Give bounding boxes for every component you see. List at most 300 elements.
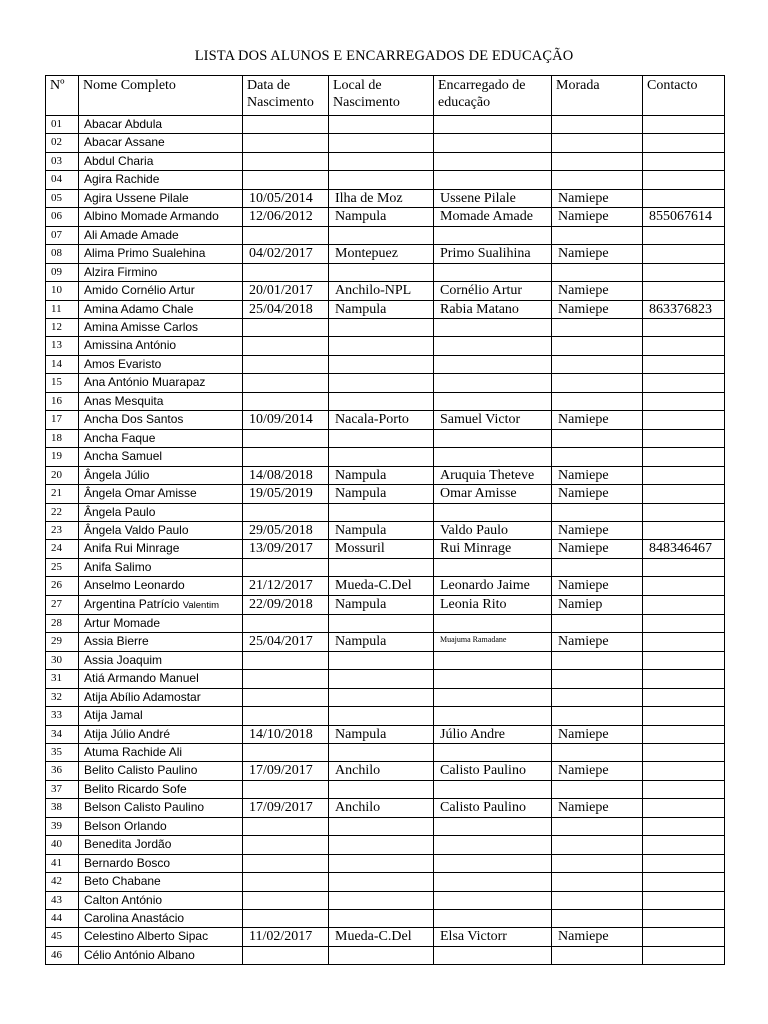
student-name: Agira Ussene Pilale	[79, 189, 243, 207]
table-row	[46, 854, 725, 872]
contact-number	[643, 411, 725, 429]
birth-place	[329, 614, 434, 632]
guardian-name	[434, 171, 552, 189]
address	[552, 670, 643, 688]
table-row	[46, 633, 725, 651]
guardian-name	[434, 134, 552, 152]
contact-number	[643, 152, 725, 170]
student-name: Anas Mesquita	[79, 392, 243, 410]
contact-number	[643, 171, 725, 189]
row-number: 22	[46, 503, 79, 521]
birth-place	[329, 374, 434, 392]
address: Namiepe	[552, 799, 643, 817]
address	[552, 503, 643, 521]
row-number: 19	[46, 448, 79, 466]
student-name: Belito Calisto Paulino	[79, 762, 243, 780]
student-name: Celestino Alberto Sipac	[79, 928, 243, 946]
row-number: 26	[46, 577, 79, 595]
birth-date	[243, 670, 329, 688]
student-name: Agira Rachide	[79, 171, 243, 189]
header-address: Morada	[552, 76, 643, 116]
row-number: 39	[46, 817, 79, 835]
row-number: 05	[46, 189, 79, 207]
table-row	[46, 780, 725, 798]
birth-place	[329, 263, 434, 281]
student-name: Anselmo Leonardo	[79, 577, 243, 595]
row-number: 34	[46, 725, 79, 743]
contact-number	[643, 743, 725, 761]
birth-date	[243, 873, 329, 891]
birth-date: 20/01/2017	[243, 282, 329, 300]
table-row	[46, 429, 725, 447]
row-number: 44	[46, 910, 79, 928]
birth-date	[243, 263, 329, 281]
row-number: 17	[46, 411, 79, 429]
document-title: LISTA DOS ALUNOS E ENCARREGADOS DE EDUCAÇÃO	[194, 48, 574, 64]
table-row	[46, 134, 725, 152]
student-name: Abdul Charia	[79, 152, 243, 170]
table-row	[46, 614, 725, 632]
table-row	[46, 910, 725, 928]
student-name: Ancha Samuel	[79, 448, 243, 466]
address	[552, 780, 643, 798]
student-name: Assia Bierre	[79, 633, 243, 651]
contact-number	[643, 633, 725, 651]
birth-place	[329, 226, 434, 244]
contact-number	[643, 836, 725, 854]
row-number: 24	[46, 540, 79, 558]
row-number: 40	[46, 836, 79, 854]
student-name: Atija Abílio Adamostar	[79, 688, 243, 706]
contact-number	[643, 762, 725, 780]
guardian-name	[434, 707, 552, 725]
birth-date	[243, 134, 329, 152]
table-row	[46, 466, 725, 484]
contact-number	[643, 374, 725, 392]
contact-number	[643, 466, 725, 484]
contact-number	[643, 263, 725, 281]
birth-place: Nampula	[329, 633, 434, 651]
row-number: 20	[46, 466, 79, 484]
guardian-name	[434, 392, 552, 410]
birth-date: 29/05/2018	[243, 521, 329, 539]
row-number: 09	[46, 263, 79, 281]
contact-number	[643, 725, 725, 743]
guardian-name	[434, 503, 552, 521]
birth-date	[243, 817, 329, 835]
birth-place: Nampula	[329, 466, 434, 484]
contact-number	[643, 355, 725, 373]
table-row	[46, 318, 725, 336]
guardian-name: Calisto Paulino	[434, 799, 552, 817]
contact-number	[643, 891, 725, 909]
guardian-name	[434, 558, 552, 576]
address	[552, 226, 643, 244]
contact-number	[643, 854, 725, 872]
student-name: Assia Joaquim	[79, 651, 243, 669]
address: Namiepe	[552, 540, 643, 558]
table-row	[46, 282, 725, 300]
contact-number	[643, 337, 725, 355]
birth-place	[329, 558, 434, 576]
table-row	[46, 503, 725, 521]
address	[552, 116, 643, 134]
address	[552, 263, 643, 281]
contact-number	[643, 651, 725, 669]
guardian-name	[434, 263, 552, 281]
birth-date: 10/05/2014	[243, 189, 329, 207]
guardian-name: Aruquia Theteve	[434, 466, 552, 484]
birth-place	[329, 116, 434, 134]
row-number: 35	[46, 743, 79, 761]
birth-date	[243, 374, 329, 392]
row-number: 27	[46, 595, 79, 614]
birth-place	[329, 392, 434, 410]
student-name: Ângela Omar Amisse	[79, 485, 243, 503]
table-row	[46, 411, 725, 429]
birth-place: Nampula	[329, 595, 434, 614]
student-name: Artur Momade	[79, 614, 243, 632]
student-name: Ângela Valdo Paulo	[79, 521, 243, 539]
address	[552, 429, 643, 447]
contact-number	[643, 245, 725, 263]
guardian-name	[434, 116, 552, 134]
table-row	[46, 300, 725, 318]
contact-number	[643, 910, 725, 928]
student-name: Atija Júlio André	[79, 725, 243, 743]
guardian-name	[434, 226, 552, 244]
table-row	[46, 208, 725, 226]
student-name: Belson Calisto Paulino	[79, 799, 243, 817]
birth-date	[243, 355, 329, 373]
table-row	[46, 817, 725, 835]
address: Namiepe	[552, 466, 643, 484]
contact-number	[643, 558, 725, 576]
student-name: Belson Orlando	[79, 817, 243, 835]
row-number: 23	[46, 521, 79, 539]
birth-date	[243, 780, 329, 798]
student-name-main: Argentina Patrício	[84, 596, 180, 611]
student-name: Calton António	[79, 891, 243, 909]
birth-date: 13/09/2017	[243, 540, 329, 558]
table-row	[46, 392, 725, 410]
address	[552, 614, 643, 632]
address	[552, 651, 643, 669]
contact-number	[643, 429, 725, 447]
birth-place	[329, 152, 434, 170]
contact-number	[643, 189, 725, 207]
row-number: 13	[46, 337, 79, 355]
contact-number	[643, 577, 725, 595]
guardian-name: Rabia Matano	[434, 300, 552, 318]
birth-place	[329, 873, 434, 891]
student-name: Beto Chabane	[79, 873, 243, 891]
table-row	[46, 762, 725, 780]
students-table	[45, 75, 725, 965]
birth-place	[329, 503, 434, 521]
guardian-name: Cornélio Artur	[434, 282, 552, 300]
student-name: Ângela Júlio	[79, 466, 243, 484]
table-row	[46, 116, 725, 134]
birth-date	[243, 226, 329, 244]
birth-date: 14/08/2018	[243, 466, 329, 484]
birth-place: Nampula	[329, 485, 434, 503]
student-name: Albino Momade Armando	[79, 208, 243, 226]
birth-place: Mueda-C.Del	[329, 577, 434, 595]
address	[552, 152, 643, 170]
birth-date	[243, 854, 329, 872]
birth-date	[243, 910, 329, 928]
birth-place	[329, 946, 434, 964]
birth-place: Ilha de Moz	[329, 189, 434, 207]
table-row	[46, 245, 725, 263]
table-row	[46, 946, 725, 964]
student-name: Ângela Paulo	[79, 503, 243, 521]
table-row	[46, 577, 725, 595]
guardian-name: Omar Amisse	[434, 485, 552, 503]
header-contact: Contacto	[643, 76, 725, 116]
birth-date: 14/10/2018	[243, 725, 329, 743]
contact-number	[643, 799, 725, 817]
student-name: Amido Cornélio Artur	[79, 282, 243, 300]
guardian-name: Muajuma Ramadane	[434, 633, 552, 651]
address: Namiepe	[552, 633, 643, 651]
address: Namiepe	[552, 521, 643, 539]
address	[552, 743, 643, 761]
student-name: Abacar Abdula	[79, 116, 243, 134]
table-row	[46, 485, 725, 503]
birth-place	[329, 448, 434, 466]
contact-number	[643, 688, 725, 706]
contact-number	[643, 318, 725, 336]
table-header-row	[46, 76, 725, 116]
student-name: Alima Primo Sualehina	[79, 245, 243, 263]
guardian-name: Elsa Victorr	[434, 928, 552, 946]
contact-number	[643, 595, 725, 614]
address: Namiepe	[552, 928, 643, 946]
row-number: 31	[46, 670, 79, 688]
address	[552, 337, 643, 355]
address	[552, 688, 643, 706]
birth-place: Anchilo	[329, 799, 434, 817]
contact-number: 848346467	[643, 540, 725, 558]
birth-place	[329, 171, 434, 189]
contact-number	[643, 614, 725, 632]
birth-place: Nampula	[329, 208, 434, 226]
student-name: Alzira Firmino	[79, 263, 243, 281]
birth-date: 04/02/2017	[243, 245, 329, 263]
row-number: 11	[46, 300, 79, 318]
birth-place: Anchilo	[329, 762, 434, 780]
row-number: 33	[46, 707, 79, 725]
address	[552, 836, 643, 854]
row-number: 37	[46, 780, 79, 798]
address: Namiepe	[552, 725, 643, 743]
address: Namiepe	[552, 411, 643, 429]
guardian-name	[434, 651, 552, 669]
birth-place	[329, 670, 434, 688]
birth-date	[243, 836, 329, 854]
row-number: 06	[46, 208, 79, 226]
row-number: 12	[46, 318, 79, 336]
guardian-name	[434, 318, 552, 336]
guardian-name: Valdo Paulo	[434, 521, 552, 539]
contact-number	[643, 780, 725, 798]
row-number: 43	[46, 891, 79, 909]
birth-place: Nampula	[329, 300, 434, 318]
birth-place	[329, 688, 434, 706]
birth-date	[243, 116, 329, 134]
table-row	[46, 355, 725, 373]
birth-date	[243, 429, 329, 447]
contact-number	[643, 670, 725, 688]
row-number: 01	[46, 116, 79, 134]
table-row	[46, 891, 725, 909]
table-row	[46, 448, 725, 466]
student-name: Amos Evaristo	[79, 355, 243, 373]
contact-number	[643, 817, 725, 835]
birth-date	[243, 171, 329, 189]
guardian-name	[434, 448, 552, 466]
birth-place: Montepuez	[329, 245, 434, 263]
birth-place	[329, 355, 434, 373]
address: Namiepe	[552, 762, 643, 780]
birth-place	[329, 429, 434, 447]
table-row	[46, 374, 725, 392]
birth-date: 21/12/2017	[243, 577, 329, 595]
address	[552, 318, 643, 336]
birth-place	[329, 651, 434, 669]
guardian-name	[434, 946, 552, 964]
header-name: Nome Completo	[79, 76, 243, 116]
birth-date	[243, 392, 329, 410]
table-row	[46, 263, 725, 281]
contact-number	[643, 392, 725, 410]
student-name: Ana António Muarapaz	[79, 374, 243, 392]
student-name: Belito Ricardo Sofe	[79, 780, 243, 798]
birth-place	[329, 318, 434, 336]
table-row	[46, 558, 725, 576]
student-name: Benedita Jordão	[79, 836, 243, 854]
row-number: 28	[46, 614, 79, 632]
address	[552, 558, 643, 576]
birth-date	[243, 707, 329, 725]
header-birth-place: Local de Nascimento	[329, 76, 434, 116]
guardian-name	[434, 429, 552, 447]
student-name: Amina Amisse Carlos	[79, 318, 243, 336]
row-number: 38	[46, 799, 79, 817]
table-row	[46, 521, 725, 539]
birth-date	[243, 318, 329, 336]
guardian-name: Júlio Andre	[434, 725, 552, 743]
row-number: 42	[46, 873, 79, 891]
row-number: 08	[46, 245, 79, 263]
row-number: 45	[46, 928, 79, 946]
row-number: 07	[46, 226, 79, 244]
student-name: Ancha Dos Santos	[79, 411, 243, 429]
student-name: Amissina António	[79, 337, 243, 355]
table-row	[46, 836, 725, 854]
birth-date: 25/04/2018	[243, 300, 329, 318]
birth-date	[243, 688, 329, 706]
guardian-name	[434, 836, 552, 854]
guardian-name	[434, 891, 552, 909]
address	[552, 910, 643, 928]
address	[552, 707, 643, 725]
guardian-name	[434, 854, 552, 872]
row-number: 36	[46, 762, 79, 780]
birth-place	[329, 817, 434, 835]
birth-date	[243, 558, 329, 576]
table-row	[46, 540, 725, 558]
contact-number	[643, 707, 725, 725]
birth-place	[329, 854, 434, 872]
birth-place	[329, 337, 434, 355]
guardian-name	[434, 355, 552, 373]
row-number: 15	[46, 374, 79, 392]
header-num: Nº	[46, 76, 79, 116]
header-birth-date: Data de Nascimento	[243, 76, 329, 116]
row-number: 14	[46, 355, 79, 373]
table-row	[46, 189, 725, 207]
birth-date	[243, 503, 329, 521]
birth-place	[329, 891, 434, 909]
guardian-name	[434, 910, 552, 928]
address	[552, 171, 643, 189]
birth-place: Nampula	[329, 725, 434, 743]
address	[552, 854, 643, 872]
table-row	[46, 595, 725, 614]
address: Namiepe	[552, 245, 643, 263]
guardian-name: Leonardo Jaime	[434, 577, 552, 595]
contact-number	[643, 503, 725, 521]
guardian-name	[434, 743, 552, 761]
student-name: Anifa Rui Minrage	[79, 540, 243, 558]
table-row	[46, 152, 725, 170]
guardian-name	[434, 688, 552, 706]
address	[552, 946, 643, 964]
guardian-name: Samuel Victor	[434, 411, 552, 429]
table-row	[46, 707, 725, 725]
birth-place: Mueda-C.Del	[329, 928, 434, 946]
row-number: 18	[46, 429, 79, 447]
table-row	[46, 651, 725, 669]
student-name: Ali Amade Amade	[79, 226, 243, 244]
birth-date: 17/09/2017	[243, 799, 329, 817]
table-row	[46, 743, 725, 761]
student-name: Carolina Anastácio	[79, 910, 243, 928]
guardian-name	[434, 670, 552, 688]
birth-date: 17/09/2017	[243, 762, 329, 780]
birth-place	[329, 743, 434, 761]
address	[552, 134, 643, 152]
guardian-name	[434, 780, 552, 798]
guardian-name	[434, 614, 552, 632]
row-number: 02	[46, 134, 79, 152]
birth-place: Nampula	[329, 521, 434, 539]
address	[552, 355, 643, 373]
birth-place	[329, 707, 434, 725]
birth-date	[243, 891, 329, 909]
birth-date	[243, 614, 329, 632]
birth-date: 19/05/2019	[243, 485, 329, 503]
address: Namiepe	[552, 577, 643, 595]
address	[552, 891, 643, 909]
address: Namiepe	[552, 189, 643, 207]
birth-date	[243, 651, 329, 669]
guardian-name	[434, 152, 552, 170]
student-name: Abacar Assane	[79, 134, 243, 152]
